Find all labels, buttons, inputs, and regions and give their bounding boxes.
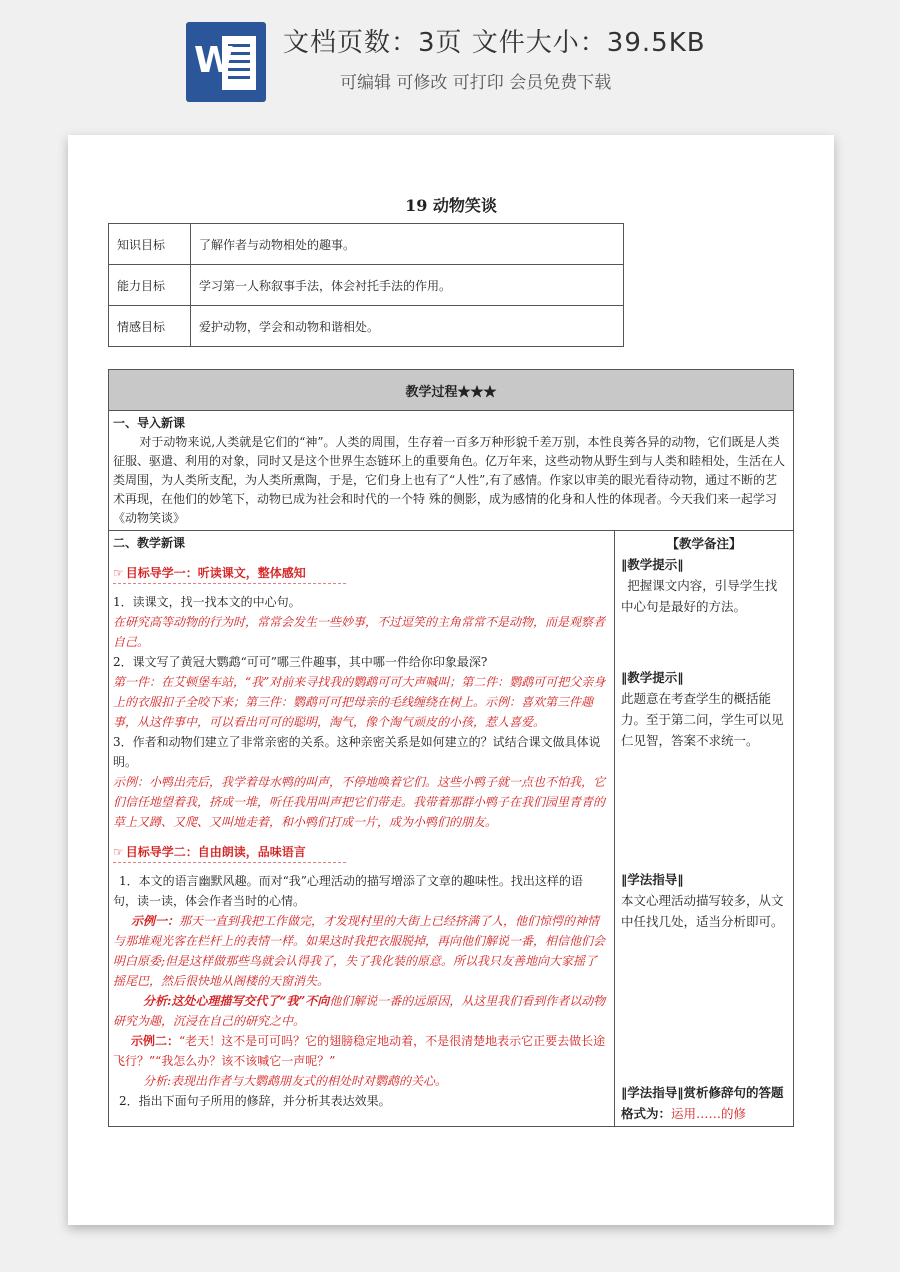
intro-heading: 一、导入新课 — [113, 416, 186, 430]
goal-2-heading: ☞ 目标导学二：自由朗读，品味语言 — [113, 842, 346, 863]
objective-row — [109, 306, 624, 347]
example-1: 示例一：那天一直到我把工作做完，才发现村里的大街上已经挤满了人，他们惊愕的神情与那堆观光客在栏杆上的表情一样。如果这时我把衣服脱掉，再向他们解说一番，相信他们会明白原委;但是这样做那些鸟就会认得我了，失了我化装的原意。所以我只友善地向大家摇了摇尾巴，然后很快地从阁楼的天窗消失。 — [113, 914, 606, 988]
pointing-hand-icon: ☞ — [113, 845, 124, 859]
objective-text: 了解作者与动物相处的趣事。 — [191, 224, 624, 265]
question-1: 1．读课文，找一找本文的中心句。 — [113, 595, 301, 609]
objective-label: 能力目标 — [109, 265, 191, 306]
tip-2-text: 此题意在考查学生的概括能力。至于第二问，学生可以见仁见智，答案不求统一。 — [621, 691, 784, 748]
intro-body: 对于动物来说,人类就是它们的“神”。人类的周围，生存着一百多万种形貌千差万别，本性良莠各异的动物，它们既是人类征服、驱遣、利用的对象，同时又是这个世界生态链环上的重要角色。亿万年来，这些动物从野生到与人类和睦相处，生活在人类周围，为人类所支配，为人类所熏陶，于是，它们身上也有了“人性”,有了感情。作家以审美的眼光看待动物，通过不断的艺术再现，在他们的妙笔下，动物已成为社会和时代的一个特 殊的侧影，成为感情的化身和人性的体现者。今天我们来一起学习《动物笑谈》 — [113, 435, 786, 525]
answer-3: 示例：小鸭出壳后，我学着母水鸭的叫声，不停地唤着它们。这些小鸭子就一点也不怕我，它们信任地望着我，挤成一堆，听任我用叫声把它们带走。我带着那群小鸭子在我们园里青青的草上又蹲、又爬、又叫地走着，和小鸭们打成一片，成为小鸭们的朋友。 — [113, 775, 606, 829]
objective-label: 知识目标 — [109, 224, 191, 265]
question-5: 2．指出下面句子所用的修辞，并分析其表达效果。 — [119, 1094, 391, 1108]
tip-4: ‖学法指导‖赏析修辞句的答题格式为：运用……的修 — [621, 1085, 784, 1121]
tip-3-text: 本文心理活动描写较多，从文中任找几处，适当分析即可。 — [621, 893, 784, 929]
objective-row — [109, 224, 624, 265]
tip-2-title: ‖教学提示‖ — [621, 670, 684, 685]
tip-3-title: ‖学法指导‖ — [621, 872, 684, 887]
document-title: 19 动物笑谈 — [405, 196, 497, 215]
question-2: 2．课文写了黄冠大鹦鹉“可可”哪三件趣事，其中哪一件给你印象最深? — [113, 655, 488, 669]
analysis-2: 分析:表现出作者与大鹦鹉朋友式的相处时对鹦鹉的关心。 — [143, 1074, 448, 1088]
word-logo-letter: W — [194, 40, 234, 81]
file-info-title: 文档页数：3页 文件大小：39.5KB — [283, 28, 706, 58]
answer-1: 在研究高等动物的行为时，常常会发生一些妙事，不过逗笑的主角常常不是动物，而是观察者自己。 — [113, 615, 606, 649]
answer-2: 第一件：在艾顿堡车站，“我”对前来寻找我的鹦鹉可可大声喊叫；第二件：鹦鹉可可把父亲身上的衣服扣子全咬下来；第三件：鹦鹉可可把母亲的毛线缠绕在树上。示例：喜欢第三件趣事，从这件事中，可以看出可可的聪明，淘气，像个淘气顽皮的小孩，惹人喜爱。 — [113, 675, 606, 729]
process-header: 教学过程★★★ — [109, 370, 794, 411]
tip-1-text: 把握课文内容，引导学生找中心句是最好的方法。 — [621, 578, 778, 614]
objective-text: 爱护动物，学会和动物和谐相处。 — [191, 306, 624, 347]
notes-heading: 【教学备注】 — [666, 536, 742, 551]
analysis-1: 分析:这处心理描写交代了“我”不向他们解说一番的远原因，从这里我们看到作者以动物研究为趣，沉浸在自己的研究之中。 — [113, 994, 606, 1028]
lesson-heading: 二、教学新课 — [113, 536, 186, 550]
pointing-hand-icon: ☞ — [113, 566, 124, 580]
question-3: 3．作者和动物们建立了非常亲密的关系。这种亲密关系是如何建立的？试结合课文做具体说明。 — [113, 735, 601, 769]
goal-1-heading: ☞ 目标导学一：听读课文，整体感知 — [113, 563, 346, 584]
teaching-notes-column — [615, 531, 794, 1127]
document-page — [68, 135, 834, 1225]
objective-row — [109, 265, 624, 306]
tip-1-title: ‖教学提示‖ — [621, 557, 684, 572]
objectives-table — [108, 223, 624, 347]
question-4: 1．本文的语言幽默风趣。而对“我”心理活动的描写增添了文章的趣味性。找出这样的语句，读一读，体会作者当时的心情。 — [113, 874, 583, 908]
example-2: 示例二：“老天！这不是可可吗？它的翅膀稳定地动着，不是很清楚地表示它正要去做长途飞行？”“我怎么办？该不该喊它一声呢？” — [113, 1034, 606, 1068]
file-info-subtitle: 可编辑 可修改 可打印 会员免费下载 — [340, 73, 612, 93]
teaching-process-table — [108, 369, 794, 1127]
download-banner — [0, 0, 900, 110]
objective-text: 学习第一人称叙事手法，体会衬托手法的作用。 — [191, 265, 624, 306]
new-lesson-section — [109, 531, 615, 1127]
word-document-icon — [186, 22, 266, 102]
objective-label: 情感目标 — [109, 306, 191, 347]
intro-section — [109, 411, 794, 531]
